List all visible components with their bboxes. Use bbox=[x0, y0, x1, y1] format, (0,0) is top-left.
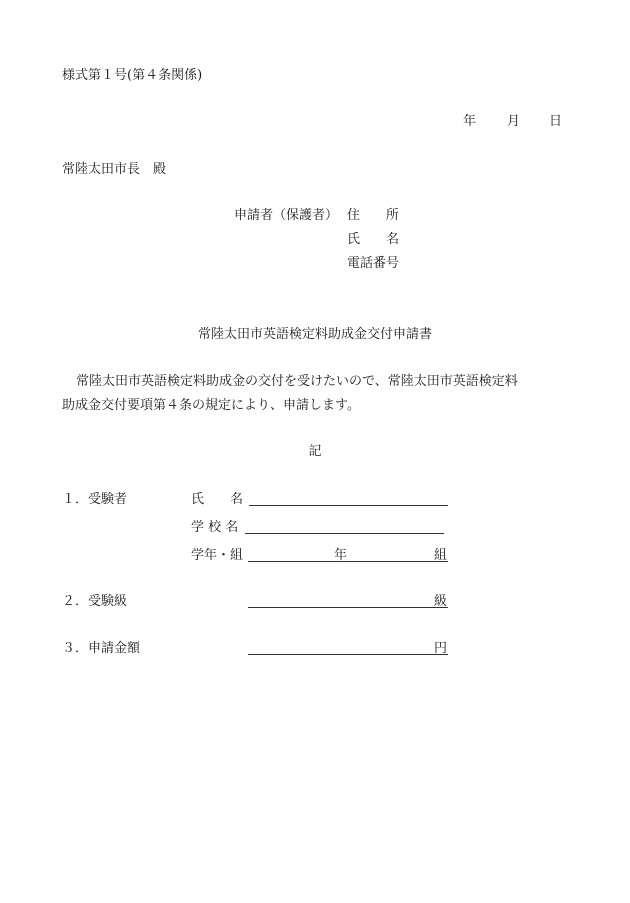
applicant-address-label: 住 所 bbox=[347, 208, 400, 223]
item1-school-underline bbox=[245, 533, 444, 534]
applicant-phone-label: 電話番号 bbox=[347, 256, 400, 271]
ki-heading: 記 bbox=[308, 444, 322, 459]
body-text-line1: 常陸太田市英語検定料助成金の交付を受けたいので、常陸太田市英語検定料 bbox=[76, 374, 518, 389]
item2-label: ２．受験級 bbox=[62, 594, 128, 609]
item2-underline bbox=[248, 607, 448, 608]
item1-school-label: 学 校 名 bbox=[191, 520, 239, 535]
item1-label: １．受験者 bbox=[62, 492, 128, 507]
applicant-role-label: 申請者（保護者） bbox=[234, 208, 339, 223]
date-day-label: 日 bbox=[549, 114, 563, 129]
item1-grade-class-label: 学年・組 bbox=[191, 548, 244, 563]
item1-name-underline bbox=[249, 505, 448, 506]
form-number: 様式第１号(第４条関係) bbox=[62, 68, 203, 83]
applicant-name-label: 氏 名 bbox=[347, 232, 400, 247]
item1-grade-class-underline bbox=[248, 561, 448, 562]
item1-class-unit: 組 bbox=[434, 548, 448, 563]
item1-name-label: 氏 名 bbox=[191, 492, 244, 507]
date-year-label: 年 bbox=[463, 114, 477, 129]
date-month-label: 月 bbox=[507, 114, 521, 129]
item3-underline bbox=[248, 654, 448, 655]
item2-unit: 級 bbox=[434, 594, 448, 609]
body-text-line2: 助成金交付要項第４条の規定により、申請します。 bbox=[62, 398, 360, 413]
item3-label: ３．申請金額 bbox=[62, 641, 141, 656]
item3-unit: 円 bbox=[434, 641, 448, 656]
document-title: 常陸太田市英語検定料助成金交付申請書 bbox=[197, 327, 432, 342]
addressee: 常陸太田市長 殿 bbox=[62, 162, 167, 177]
item1-grade-unit: 年 bbox=[334, 548, 348, 563]
